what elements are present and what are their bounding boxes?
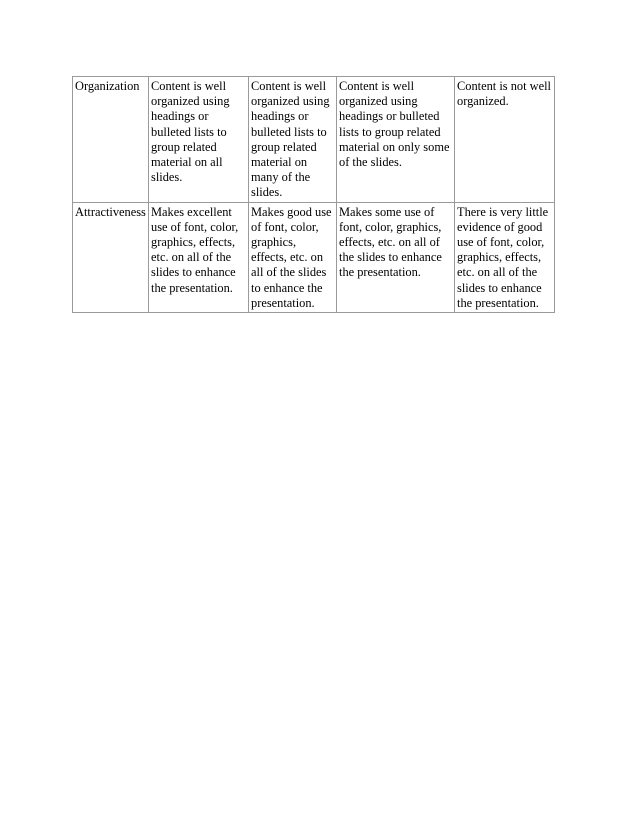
rubric-cell: Makes excellent use of font, color, graphics, effects, etc. on all of the slides to enhance the presentation. [149,202,249,312]
rubric-cell: Content is well organized using headings or bulleted lists to group related material on many of the slides. [249,77,337,203]
table-row [73,77,555,203]
criterion-cell: Organization [73,77,149,203]
criterion-cell: Attractiveness [73,202,149,312]
rubric-cell: Makes good use of font, color, graphics, effects, etc. on all of the slides to enhance the presentation. [249,202,337,312]
rubric-cell: Content is not well organized. [455,77,555,203]
rubric-cell: Content is well organized using headings or bulleted lists to group related material on only some of the slides. [337,77,455,203]
table-row [73,202,555,312]
rubric-cell: Content is well organized using headings or bulleted lists to group related material on all slides. [149,77,249,203]
rubric-table [72,76,555,313]
rubric-cell: Makes some use of font, color, graphics, effects, etc. on all of the slides to enhance the presentation. [337,202,455,312]
rubric-cell: There is very little evidence of good use of font, color, graphics, effects, etc. on all of the slides to enhance the presentation. [455,202,555,312]
